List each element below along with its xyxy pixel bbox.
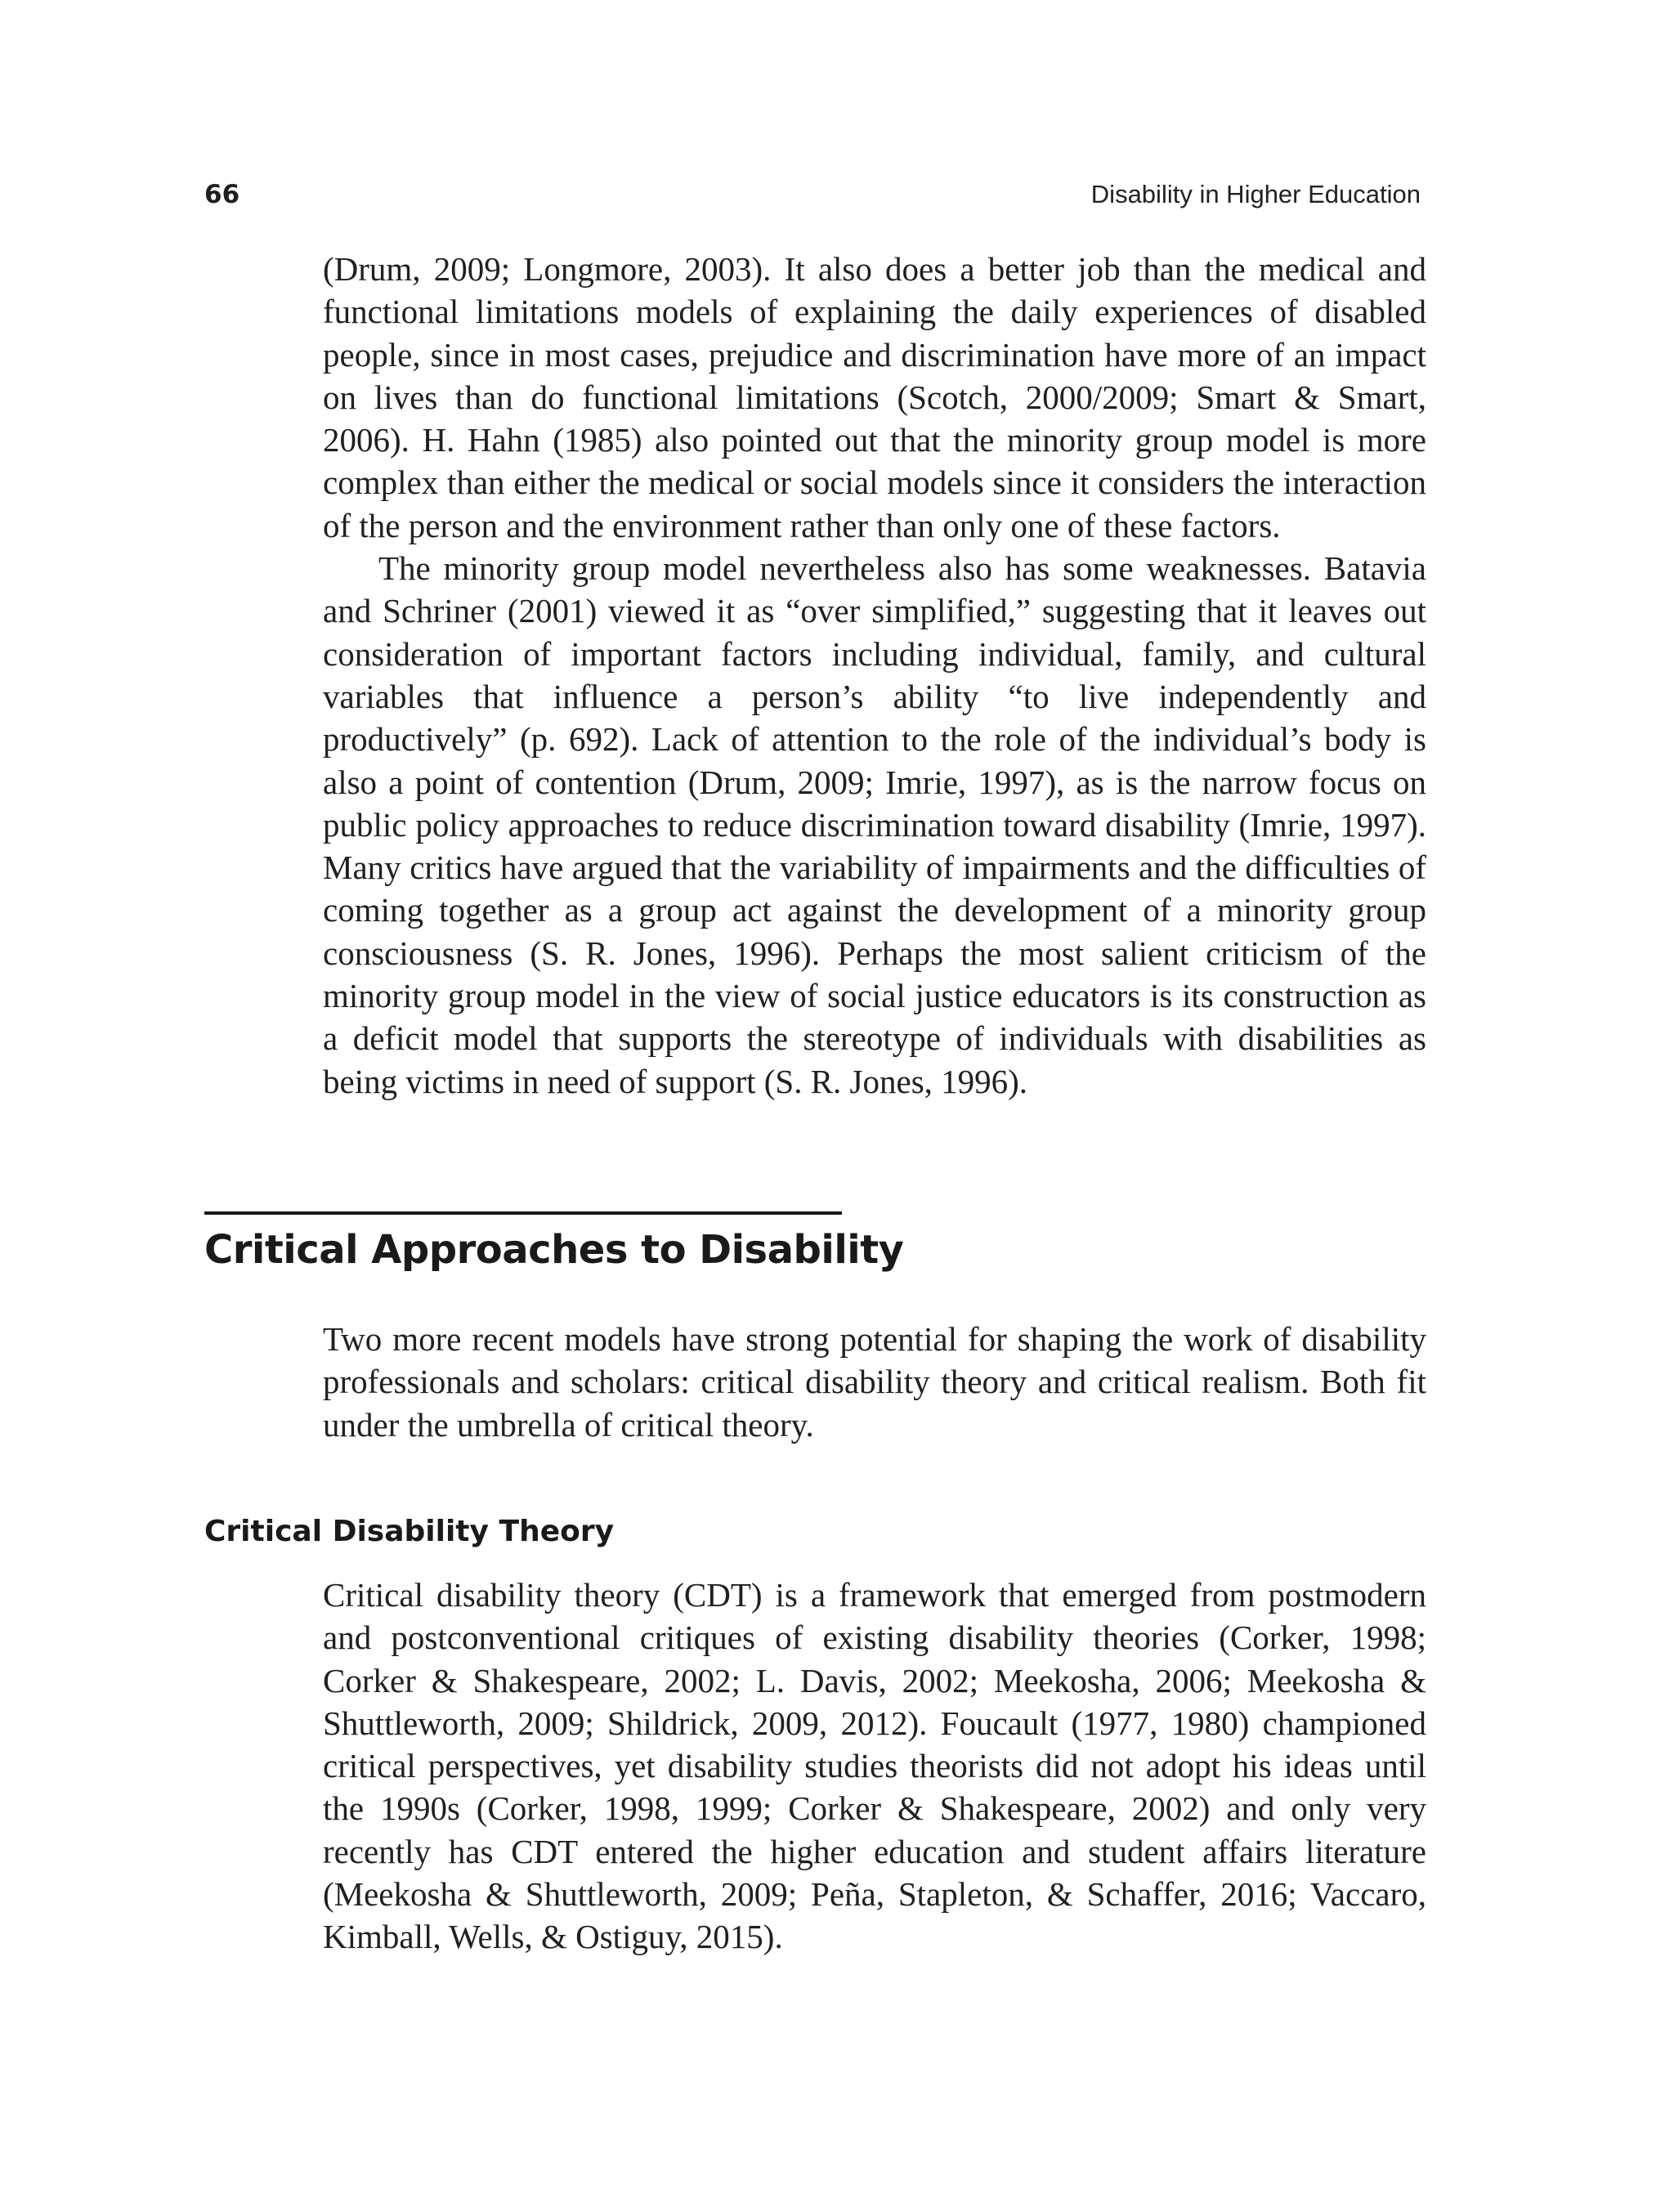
paragraph: Critical disability theory (CDT) is a framework that emerged from postmodern and postconventional critiques of existing disability theories (Corker, 1998; Corker & Shakespeare, 2002; L. Davis, 2002; Meekosha, 2006; Meekosha & Shuttleworth, 2009; Shildrick, 2009, 2012). Foucault (1977, 1980) championed critical perspectives, yet disability studies theorists did not adopt his ideas until the 1990s (Corker, 1998, 1999; Corker & Shakespeare, 2002) and only very recently has CDT entered the higher education and student affairs literature (Meekosha & Shuttleworth, 2009; Peña, Stapleton, & Schaffer, 2016; Vaccaro, Kimball, Wells, & Ostiguy, 2015). bbox=[323, 1576, 1426, 1956]
subsection-body bbox=[323, 1574, 1426, 1959]
section-heading: Critical Approaches to Disability bbox=[204, 1227, 904, 1273]
paragraph: (Drum, 2009; Longmore, 2003). It also does a better job than the medical and functional limitations models of explaining the daily experiences of disabled people, since in most cases, prejudice and discrimination have more of an impact on lives than do functional limitations (Scotch, 2000/2009; Smart & Smart, 2006). H. Hahn (1985) also pointed out that the minority group model is more complex than either the medical or social models since it considers the interaction of the person and the environment rather than only one of these factors. bbox=[323, 250, 1426, 544]
paragraph: Two more recent models have strong potential for shaping the work of disability professionals and scholars: critical disability theory and critical realism. Both fit under the umbrella of critical theory. bbox=[323, 1320, 1426, 1444]
page-number: 66 bbox=[204, 180, 240, 209]
running-head: Disability in Higher Education bbox=[1090, 180, 1421, 208]
section-rule bbox=[204, 1211, 842, 1215]
section-intro bbox=[323, 1318, 1426, 1446]
subsection-heading: Critical Disability Theory bbox=[204, 1515, 615, 1548]
continuation-text bbox=[323, 248, 1426, 1103]
paragraph: The minority group model nevertheless also has some weaknesses. Batavia and Schriner (2001) viewed it as “over simplified,” suggesting that it leaves out consideration of important factors including individual, family, and cultural variables that influence a person’s ability “to live independently and productively” (p. 692). Lack of attention to the role of the individual’s body is also a point of contention (Drum, 2009; Imrie, 1997), as is the narrow focus on public policy approaches to reduce discrimination toward disability (Imrie, 1997). Many critics have argued that the variability of impairments and the difficulties of coming together as a group act against the development of a minority group consciousness (S. R. Jones, 1996). Perhaps the most salient criticism of the minority group model in the view of social justice educators is its construction as a deficit model that supports the stereotype of individuals with disabilities as being victims in need of support (S. R. Jones, 1996). bbox=[323, 549, 1426, 1100]
